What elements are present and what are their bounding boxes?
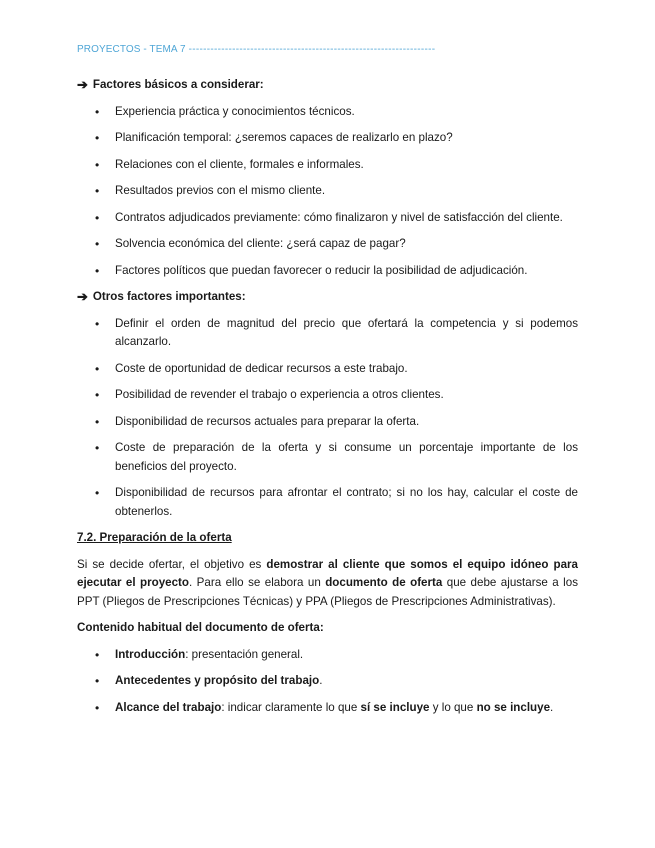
header-title: PROYECTOS - TEMA 7 (77, 44, 186, 55)
section-basic-factors-heading (77, 76, 578, 95)
list-item: • Disponibilidad de recursos para afrontar el contrato; si no los hay, calcular el coste de obtenerlos. (77, 484, 578, 521)
list-item (77, 699, 578, 718)
offer-contents-list (77, 646, 578, 718)
para-text: . Para ello se elabora un (188, 576, 326, 589)
list-item: • Solvencia económica del cliente: ¿será capaz de pagar? (77, 235, 578, 254)
list-item: • Experiencia práctica y conocimientos técnicos. (77, 103, 578, 122)
para-emphasis: documento de oferta (325, 576, 443, 589)
item-text: : indicar claramente lo que (221, 700, 361, 714)
item-text: y lo que (429, 700, 477, 714)
item-term: Introducción (115, 647, 186, 661)
other-factors-list (77, 315, 578, 522)
document-body (77, 76, 578, 725)
item-text: . (319, 674, 323, 687)
list-item: • Factores políticos que puedan favorecer o reducir la posibilidad de adjudicación. (77, 262, 578, 281)
arrow-right-icon: ➔ (77, 289, 88, 305)
list-item: • Coste de preparación de la oferta y si consume un porcentaje importante de los beneficios del proyecto. (77, 439, 578, 476)
section-title: Factores básicos a considerar: (92, 78, 264, 91)
item-emphasis: no se incluye (476, 700, 551, 714)
header-rule: -------------------------------------------------------------------- (188, 44, 436, 55)
list-item: • Disponibilidad de recursos actuales para preparar la oferta. (77, 413, 578, 432)
section-other-factors-heading (77, 288, 578, 307)
list-item: • Relaciones con el cliente, formales e informales. (77, 156, 578, 175)
item-text: . (550, 700, 554, 714)
list-item: • Posibilidad de revender el trabajo o experiencia a otros clientes. (77, 386, 578, 405)
content-heading: Contenido habitual del documento de oferta: (77, 621, 324, 634)
item-emphasis: sí se incluye (360, 700, 430, 714)
intro-paragraph (77, 556, 578, 612)
section-title: Otros factores importantes: (92, 290, 246, 303)
list-item: • Coste de oportunidad de dedicar recursos a este trabajo. (77, 360, 578, 379)
list-item (77, 646, 578, 665)
para-text: que debe ajustarse a los PPT (Pliegos de Prescripciones Técnicas) y PPA (Pliegos de Prescripciones Administrativas). (77, 576, 578, 608)
subsection-title: 7.2. Preparación de la oferta (77, 531, 232, 544)
list-item: • Definir el orden de magnitud del precio que ofertará la competencia y si podemos alcanzarlo. (77, 315, 578, 352)
page-header (77, 44, 577, 55)
basic-factors-list (77, 103, 578, 281)
list-item: • Planificación temporal: ¿seremos capaces de realizarlo en plazo? (77, 129, 578, 148)
list-item (77, 672, 578, 691)
arrow-right-icon: ➔ (77, 77, 88, 93)
item-term: Antecedentes y propósito del trabajo (115, 674, 320, 687)
para-emphasis: demostrar al cliente que somos el equipo idóneo para ejecutar el proyecto (77, 557, 578, 589)
item-term: Alcance del trabajo (115, 700, 222, 714)
list-item: • Contratos adjudicados previamente: cómo finalizaron y nivel de satisfacción del cliente. (77, 209, 578, 228)
para-text: Si se decide ofertar, el objetivo es (77, 557, 267, 571)
item-text: : presentación general. (185, 647, 304, 661)
list-item: • Resultados previos con el mismo cliente. (77, 182, 578, 201)
